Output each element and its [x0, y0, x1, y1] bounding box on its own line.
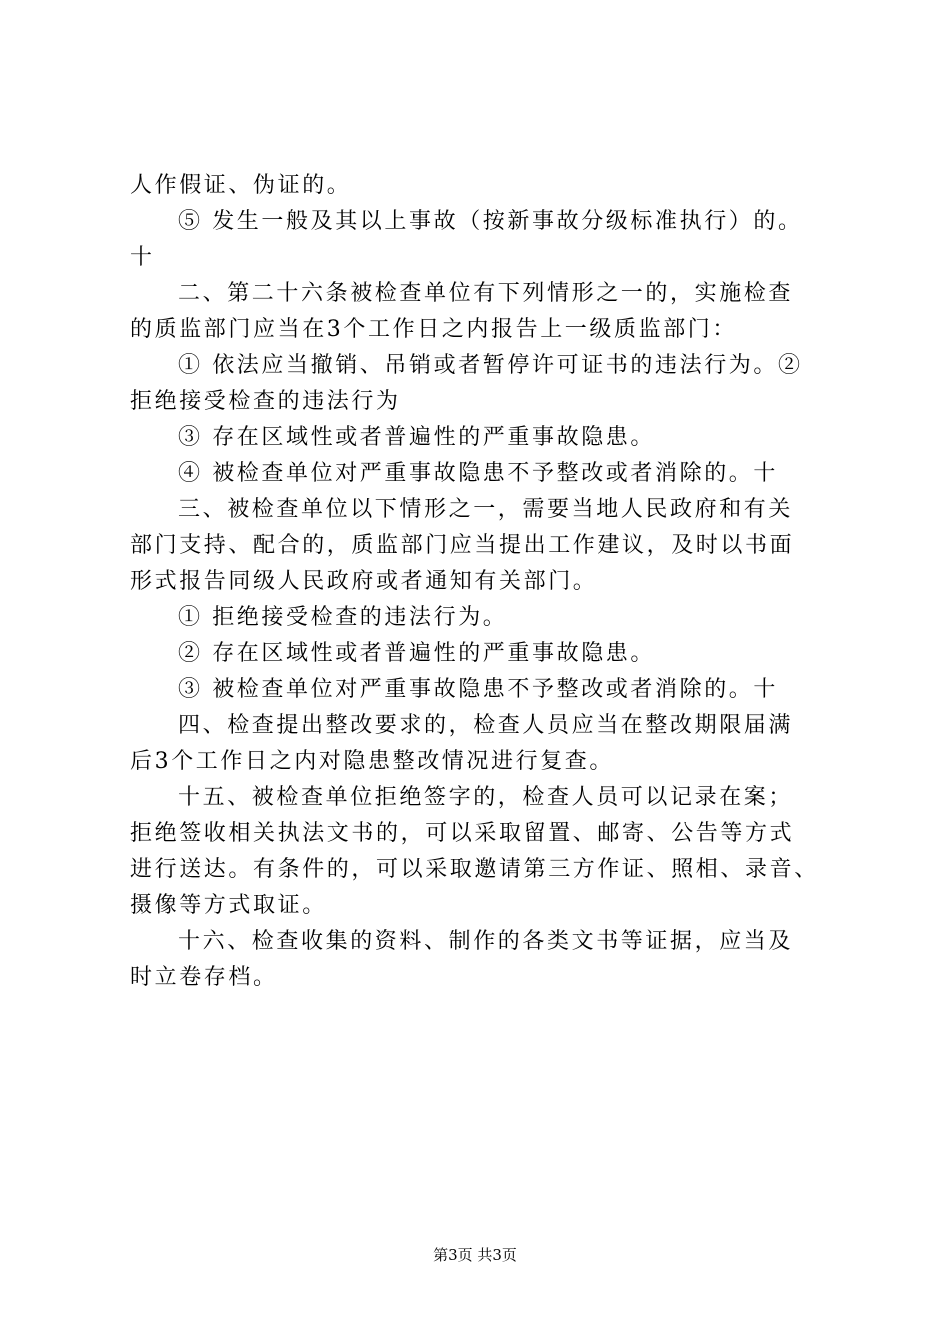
- text-line: 部门支持、配合的，质监部门应当提出工作建议，及时以书面: [130, 533, 795, 558]
- text-line: 人作假证、伪证的。: [130, 173, 352, 198]
- text-line: ③ 被检查单位对严重事故隐患不予整改或者消除的。十: [178, 677, 778, 702]
- text-line: 后3个工作日之内对隐患整改情况进行复查。: [130, 749, 614, 774]
- text-line: 的质监部门应当在3个工作日之内报告上一级质监部门：: [130, 317, 737, 342]
- text-line: 十: [130, 245, 155, 270]
- text-line: ② 存在区域性或者普遍性的严重事故隐患。: [178, 641, 655, 666]
- text-line: 十五、被检查单位拒绝签字的，检查人员可以记录在案；: [178, 785, 794, 810]
- text-line: 进行送达。有条件的，可以采取邀请第三方作证、照相、录音、: [130, 857, 819, 882]
- text-line: 三、被检查单位以下情形之一，需要当地人民政府和有关: [178, 497, 794, 522]
- text-line: ① 拒绝接受检查的违法行为。: [178, 605, 508, 630]
- document-body: [130, 168, 846, 996]
- text-line: 形式报告同级人民政府或者通知有关部门。: [130, 569, 598, 594]
- text-line: ① 依法应当撤销、吊销或者暂停许可证书的违法行为。②: [178, 353, 803, 378]
- text-line: 四、检查提出整改要求的，检查人员应当在整改期限届满: [178, 713, 794, 738]
- text-line: 时立卷存档。: [130, 965, 278, 990]
- text-line: 拒绝签收相关执法文书的，可以采取留置、邮寄、公告等方式: [130, 821, 795, 846]
- text-line: 二、第二十六条被检查单位有下列情形之一的，实施检查: [178, 281, 794, 306]
- text-line: ④ 被检查单位对严重事故隐患不予整改或者消除的。十: [178, 461, 778, 486]
- text-line: 拒绝接受检查的违法行为: [130, 389, 401, 414]
- page-number-footer: 第3页 共3页: [433, 1246, 517, 1264]
- text-line: ⑤ 发生一般及其以上事故（按新事故分级标准执行）的。: [178, 209, 803, 234]
- text-line: 摄像等方式取证。: [130, 893, 327, 918]
- text-line: 十六、检查收集的资料、制作的各类文书等证据，应当及: [178, 929, 794, 954]
- text-line: ③ 存在区域性或者普遍性的严重事故隐患。: [178, 425, 655, 450]
